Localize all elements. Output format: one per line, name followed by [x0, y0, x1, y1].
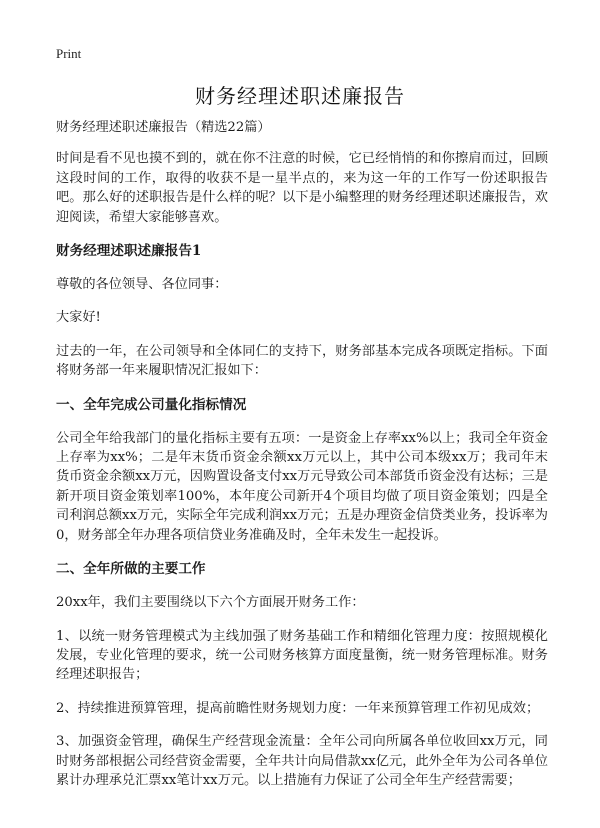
- salutation: 尊敬的各位领导、各位同事：: [56, 277, 228, 293]
- list-item: 3、加强资金管理，确保生产经营现金流量：全年公司向所属各单位收回xx万元，同时财务部根据公司经营资金需要，全年共计向局借款xx亿元，此外全年为公司各单位累计办理承兑汇票xx笔计xx万元。以上措施有力保证了公司全年生产经营需要；: [56, 734, 548, 788]
- intro-paragraph: 时间是看不见也摸不到的，就在你不注意的时候，它已经悄悄的和你擦肩而过，回顾这段时间的工作，取得的收获不是一星半点的，来为这一年的工作写一份述职报告吧。那么好的述职报告是什么样的呢？以下是小编整理的财务经理述职述廉报告，欢迎阅读，希望大家能够喜欢。: [56, 151, 548, 225]
- document-subtitle: 财务经理述职述廉报告（精选22篇）: [56, 120, 271, 135]
- print-label: Print: [56, 46, 82, 61]
- report-heading: 财务经理述职述廉报告1: [56, 243, 202, 260]
- year-paragraph: 20xx年，我们主要围绕以下六个方面展开财务工作：: [56, 595, 365, 611]
- section-heading-1: 一、全年完成公司量化指标情况: [56, 396, 247, 413]
- list-item: 1、以统一财务管理模式为主线加强了财务基础工作和精细化管理力度：按照规模化发展，专业化管理的要求，统一公司财务核算方面度量衡，统一财务管理标准。财务经理述职报告；: [56, 628, 548, 683]
- list-item: 2、持续推进预算管理，提高前瞻性财务规划力度：一年来预算管理工作初见成效；: [56, 700, 540, 716]
- section-heading-2: 二、全年所做的主要工作: [56, 561, 206, 578]
- overview-paragraph: 过去的一年，在公司领导和全体同仁的支持下，财务部基本完成各项既定指标。下面将财务部一年来履职情况汇报如下：: [56, 343, 548, 379]
- indicators-paragraph: 公司全年给我部门的量化指标主要有五项：一是资金上存率xx%以上；我司全年资金上存率为xx%；二是年末货币资金余额xx万元以上，其中公司本级xx万；我司年末货币资金余额xx万元，因购置设备支付xx万元导致公司本部货币资金没有达标；三是新开项目资金策划率100%，本年度公司新开4个项目均做了项目资金策划；四是全司利润总额xx万元，实际全年完成利润xx万元；五是办理资金信贷类业务，投诉率为0，财务部全年办理各项信贷业务准确及时，全年未发生一起投诉。: [56, 430, 548, 543]
- document-title: 财务经理述职述廉报告: [195, 84, 405, 108]
- document-body: [56, 118, 548, 804]
- greeting: 大家好!: [56, 310, 101, 326]
